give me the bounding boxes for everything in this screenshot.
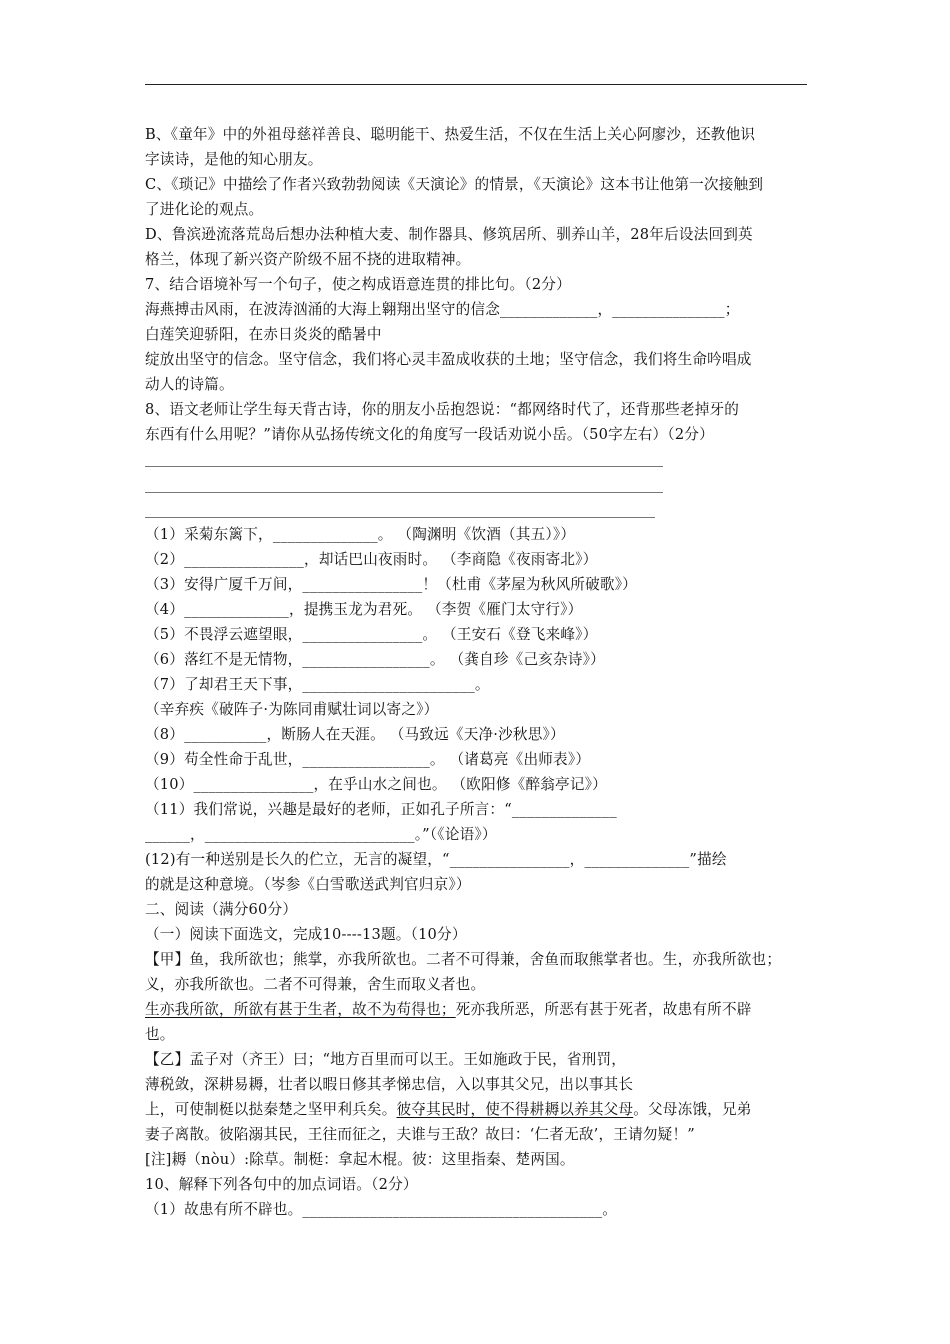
poem-1: （1）采菊东篱下，______________。 （陶渊明《饮酒（其五）》）	[145, 526, 576, 543]
poem-11-cont: ______，____________________________。”（《论语》）	[145, 826, 497, 843]
poem-9: （9）苟全性命于乱世，_________________。 （诸葛亮《出师表》）	[145, 751, 591, 768]
question-10-item-1: （1）故患有所不辟也。________________________________________。	[145, 1201, 618, 1218]
underlined-sentence-1: 生亦我所欲，所欲有甚于生者，故不为苟得也；	[145, 1001, 456, 1018]
question-7-title: 7、结合语境补写一个句子，使之构成语意连贯的排比句。（2分）	[145, 276, 571, 293]
question-7-line-1: 海燕搏击风雨，在波涛汹涌的大海上翱翔出坚守的信念_____________，_______________；	[145, 301, 740, 318]
passage-yi-line-3-end: 。父母冻饿，兄弟	[633, 1101, 752, 1118]
poem-8: （8）___________，断肠人在天涯。 （马致远《天净·沙秋思》）	[145, 726, 565, 743]
passage-jia-line-4: 也。	[145, 1026, 175, 1043]
passage-yi-line-1: 【乙】孟子对（齐王）曰；“地方百里而可以王。王如施政于民，省刑罚，	[145, 1051, 627, 1068]
option-d-line-2: 格兰，体现了新兴资产阶级不屈不挠的进取精神。	[145, 251, 471, 268]
question-7-line-3: 绽放出坚守的信念。坚守信念，我们将心灵丰盈成收获的土地；坚守信念，我们将生命吟唱成	[145, 351, 752, 368]
poem-5: （5）不畏浮云遮望眼，________________。 （王安石《登飞来峰》）	[145, 626, 598, 643]
passage-jia-line-1: 【甲】鱼，我所欲也；熊掌，亦我所欲也。二者不可得兼，舍鱼而取熊掌者也。生，亦我所欲也；	[145, 951, 782, 968]
passage-yi-line-3-start: 上，可使制梃以挞秦楚之坚甲利兵矣。	[145, 1101, 397, 1118]
passage-yi-line-3	[145, 1100, 752, 1120]
question-8-line-1: 8、语文老师让学生每天背古诗，你的朋友小岳抱怨说：“都网络时代了，还背那些老掉牙的	[145, 401, 740, 418]
question-7-line-4: 动人的诗篇。	[145, 376, 234, 393]
poem-7-source: （辛弃疾《破阵子·为陈同甫赋壮词以寄之》）	[145, 701, 439, 718]
underlined-sentence-2: 彼夺其民时，使不得耕耨以养其父母	[396, 1101, 634, 1118]
passage-jia-line-3	[145, 1000, 752, 1020]
header-rule	[145, 84, 807, 85]
question-8-line-2: 东西有什么用呢？”请你从弘扬传统文化的角度写一段话劝说小岳。（50字左右）（2分）	[145, 426, 714, 443]
passage-jia-line-3-rest: 死亦我所恶，所恶有甚于死者，故患有所不辟	[455, 1001, 752, 1018]
answer-line-2	[145, 492, 663, 493]
passage-yi-line-2: 薄税敛，深耕易耨，壮者以暇日修其孝悌忠信，入以事其父兄，出以事其长	[145, 1076, 634, 1093]
section-reading-title: 二、阅读（满分60分）	[145, 901, 298, 918]
passage-note: [注]耨（nòu）:除草。制梃：拿起木棍。彼：这里指秦、楚两国。	[145, 1151, 575, 1168]
poem-12-cont: 的就是这种意境。（岑参《白雪歌送武判官归京》）	[145, 876, 471, 893]
option-d-line-1: D、鲁滨逊流落荒岛后想办法种植大麦、制作器具、修筑居所、驯养山羊，28年后设法回到英	[145, 226, 753, 243]
passage-jia-line-2: 义，亦我所欲也。二者不可得兼，舍生而取义者也。	[145, 976, 486, 993]
poem-12: (12)有一种送别是长久的伫立，无言的凝望，“________________，______________”描绘	[145, 851, 727, 868]
poem-7: （7）了却君王天下事，_______________________。	[145, 676, 490, 693]
poem-3: （3）安得广厦千万间，________________！（杜甫《茅屋为秋风所破歌》）	[145, 576, 637, 593]
poem-6: （6）落红不是无情物，_________________。 （龚自珍《己亥杂诗》）	[145, 651, 605, 668]
question-7-line-2: 白莲笑迎骄阳，在赤日炎炎的酷暑中	[145, 326, 382, 343]
option-b-line-1: B、《童年》中的外祖母慈祥善良、聪明能干、热爱生活，不仅在生活上关心阿廖沙，还教他识	[145, 126, 756, 143]
passage-yi-line-4: 妻子离散。彼陷溺其民，王往而征之，夫谁与王敌？故曰：‘仁者无敌’，王请勿疑！”	[145, 1126, 695, 1143]
poem-11: （11）我们常说，兴趣是最好的老师，正如孔子所言：“______________	[145, 801, 617, 818]
answer-line-3	[145, 517, 655, 518]
option-c-line-2: 了进化论的观点。	[145, 201, 264, 218]
poem-10: （10）________________，在乎山水之间也。 （欧阳修《醉翁亭记》）	[145, 776, 607, 793]
option-b-line-2: 字读诗，是他的知心朋友。	[145, 151, 323, 168]
poem-4: （4）______________，提携玉龙为君死。 （李贺《雁门太守行》）	[145, 601, 583, 618]
option-c-line-1: C、《琐记》中描绘了作者兴致勃勃阅读《天演论》的情景，《天演论》这本书让他第一次接触到	[145, 176, 764, 193]
answer-line-1	[145, 466, 663, 467]
reading-instruction: （一）阅读下面选文，完成10----13题。（10分）	[145, 926, 467, 943]
question-10-title: 10、解释下列各句中的加点词语。（2分）	[145, 1176, 418, 1193]
poem-2: （2）________________，却话巴山夜雨时。 （李商隐《夜雨寄北》）	[145, 551, 598, 568]
